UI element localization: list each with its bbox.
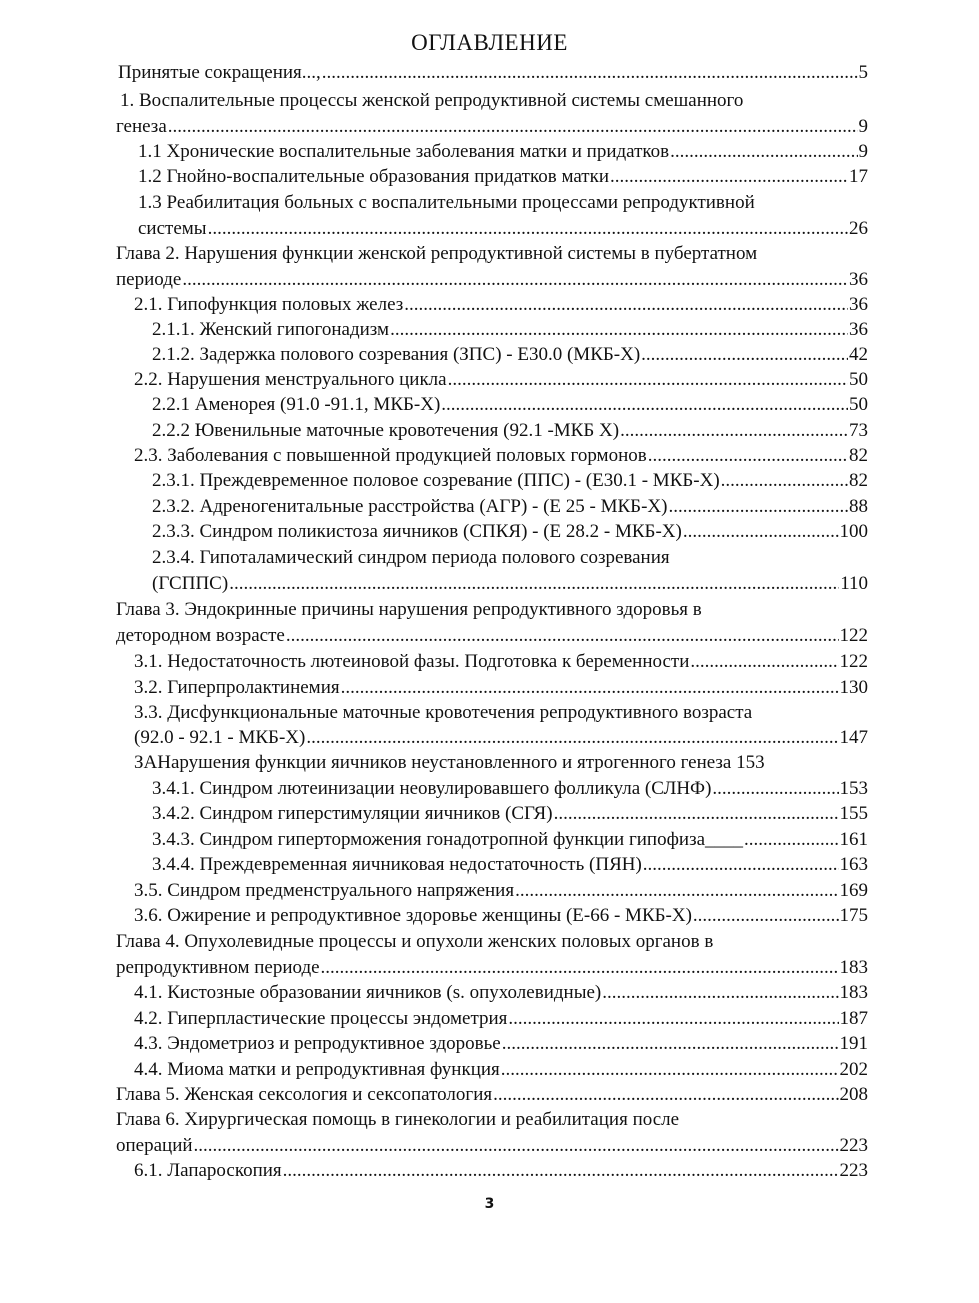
toc-leader-dots (683, 519, 839, 544)
toc-page-number: 183 (839, 957, 868, 978)
toc-entry-line (138, 164, 868, 189)
toc-entry-line (152, 392, 868, 417)
toc-leader-dots (229, 571, 839, 596)
toc-entry-line (152, 827, 868, 852)
toc-entry-continuation: репродуктивном периоде (116, 957, 320, 978)
toc-entry-line (134, 1057, 868, 1082)
toc-leader-dots (182, 267, 848, 292)
toc-leader-dots (712, 776, 838, 801)
toc-entry-title: 2.3.2. Адреногенитальные расстройства (АГР) - (Е 25 - МКБ-Х) (152, 496, 668, 517)
page-number: 3 (484, 1196, 495, 1212)
toc-leader-dots (508, 1006, 838, 1031)
toc-entry-title: Принятые сокращения..., (118, 62, 321, 83)
toc-entry-title: 1.1 Хронические воспалительные заболевания матки и придатков (138, 141, 670, 162)
toc-entry-title: 4.1. Кистозные образовании яичников (s. опухолевидные) (134, 982, 602, 1003)
toc-leader-dots (404, 292, 848, 317)
toc-page-number: 42 (849, 344, 868, 365)
toc-page-number: 208 (839, 1084, 868, 1105)
toc-entry-title: 3.4.1. Синдром лютеинизации неовулировавшего фолликула (СЛНФ) (152, 778, 712, 799)
toc-entry-line (116, 955, 868, 980)
toc-page-number: 5 (858, 62, 868, 83)
toc-page-number: 130 (839, 677, 868, 698)
toc-entry-title: 2.3. Заболевания с повышенной продукцией половых гормонов (134, 445, 647, 466)
toc-entry-continuation: операций (116, 1135, 193, 1156)
toc-entry-title: Глава 5. Женская сексология и сексопатология (116, 1084, 493, 1105)
toc-entry-title: 2.3.4. Гипоталамический синдром периода полового созревания (152, 547, 670, 568)
toc-entry-line (152, 776, 868, 801)
toc-leader-dots (721, 468, 848, 493)
toc-page-number: 17 (849, 166, 868, 187)
toc-entry-title: Глава 6. Хирургическая помощь в гинекологии и реабилитация после (116, 1109, 680, 1130)
toc-leader-dots (670, 139, 857, 164)
toc-entry-line (116, 267, 868, 292)
toc-entry-continuation: периоде (116, 269, 182, 290)
toc-entry-title: 2.2. Нарушения менструального цикла (134, 369, 447, 390)
toc-entry-line (134, 1031, 868, 1056)
toc-leader-dots (643, 852, 839, 877)
toc-leader-dots (641, 342, 848, 367)
toc-entry-line (134, 878, 868, 903)
toc-page-number: 122 (839, 625, 868, 646)
toc-entry-title: 3.2. Гиперпролактинемия (134, 677, 340, 698)
toc-entry-title: 2.2.2 Ювенильные маточные кровотечения (92.1 -МКБ Х) (152, 420, 620, 441)
toc-entry-continuation: генеза (116, 116, 167, 137)
toc-page-number: 163 (839, 854, 868, 875)
toc-leader-dots (448, 367, 848, 392)
toc-entry-line (138, 139, 868, 164)
toc-entry-title: 2.3.3. Синдром поликистоза яичников (СПКЯ) - (Е 28.2 - МКБ-Х) (152, 521, 682, 542)
toc-leader-dots (322, 60, 858, 85)
toc-entry-continuation: системы (138, 218, 207, 239)
toc-page-number: 82 (849, 445, 868, 466)
toc-entry-continuation: (ГСППС) (152, 573, 229, 594)
toc-leader-dots (602, 980, 838, 1005)
toc-entry-line (134, 1006, 868, 1031)
toc-leader-dots (693, 903, 839, 928)
toc-leader-dots (283, 1158, 839, 1183)
toc-entry-line (152, 519, 868, 544)
toc-page-number: 183 (839, 982, 868, 1003)
toc-entry-title: 2.3.1. Преждевременное половое созревание (ППС) - (Е30.1 - МКБ-Х) (152, 470, 720, 491)
toc-page-number: 50 (849, 369, 868, 390)
toc-entry-line (152, 317, 868, 342)
toc-page-number: 50 (849, 394, 868, 415)
toc-entry-line (116, 1133, 868, 1158)
toc-page-number: 161 (839, 829, 868, 850)
toc-page-number: 73 (849, 420, 868, 441)
toc-page-number: 88 (849, 496, 868, 517)
toc-leader-dots (515, 878, 838, 903)
toc-page-number: 9 (858, 116, 868, 137)
toc-entry-continuation: детородном возрасте (116, 625, 285, 646)
toc-entry-title: 1.3 Реабилитация больных с воспалительными процессами репродуктивной (138, 192, 755, 213)
toc-page-number: 223 (839, 1160, 868, 1181)
toc-entry-title: 1. Воспалительные процессы женской репродуктивной системы смешанного (120, 90, 744, 111)
toc-entry-line (116, 623, 868, 648)
toc-page-number: 187 (839, 1008, 868, 1029)
toc-page-number: 155 (839, 803, 868, 824)
toc-entry-line (134, 675, 868, 700)
toc-leader-dots (321, 955, 839, 980)
toc-leader-dots (501, 1057, 839, 1082)
toc-entry-title: 4.2. Гиперпластические процессы эндометрия (134, 1008, 508, 1029)
toc-leader-dots (208, 216, 848, 241)
toc-entry-line (118, 60, 868, 85)
toc-entry-line (134, 903, 868, 928)
toc-leader-dots (493, 1082, 838, 1107)
toc-entry-line (134, 1158, 868, 1183)
toc-leader-dots (286, 623, 839, 648)
toc-entry-title: 3.3. Дисфункциональные маточные кровотечения репродуктивного возраста (134, 702, 753, 723)
toc-entry-line (152, 852, 868, 877)
toc-page-number: 147 (839, 727, 868, 748)
toc-entry-title: 6.1. Лапароскопия (134, 1160, 282, 1181)
toc-leader-dots (620, 418, 848, 443)
toc-page-number: 169 (839, 880, 868, 901)
toc-page-number: 82 (849, 470, 868, 491)
toc-entry-line (152, 494, 868, 519)
toc-entry-line (152, 342, 868, 367)
toc-entry-line (152, 571, 868, 596)
toc-leader-dots (194, 1133, 839, 1158)
toc-entry-title: 2.2.1 Аменорея (91.0 -91.1, МКБ-Х) (152, 394, 441, 415)
toc-leader-dots (306, 725, 838, 750)
toc-leader-dots (390, 317, 848, 342)
toc-leader-dots (502, 1031, 839, 1056)
toc-page-number: 223 (839, 1135, 868, 1156)
toc-entry-line (134, 725, 868, 750)
toc-entry-title: ЗАНарушения функции яичников неустановленного и ятрогенного генеза 153 (134, 752, 765, 773)
toc-entry-title: 1.2 Гнойно-воспалительные образования придатков матки (138, 166, 610, 187)
toc-page-number: 122 (839, 651, 868, 672)
toc-page-number: 36 (849, 294, 868, 315)
toc-entry-title: Глава 3. Эндокринные причины нарушения репродуктивного здоровья в (116, 599, 702, 620)
toc-entry-title: 3.4.2. Синдром гиперстимуляции яичников (СГЯ) (152, 803, 553, 824)
toc-entry-title: 2.1.2. Задержка полового созревания (ЗПС) - Е30.0 (МКБ-Х) (152, 344, 641, 365)
toc-entry-line (138, 216, 868, 241)
toc-leader-dots (341, 675, 839, 700)
toc-entry-line (152, 418, 868, 443)
toc-entry-line (116, 1082, 868, 1107)
toc-page-number: 100 (839, 521, 868, 542)
toc-entry-line (134, 649, 868, 674)
toc-page-number: 36 (849, 319, 868, 340)
toc-leader-dots (441, 392, 848, 417)
toc-page-number: 36 (849, 269, 868, 290)
toc-entry-title: Глава 2. Нарушения функции женской репродуктивной системы в пубертатном (116, 243, 758, 264)
toc-entry-title: 3.5. Синдром предменструального напряжения (134, 880, 515, 901)
toc-leader-dots (610, 164, 848, 189)
toc-entry-line (134, 292, 868, 317)
toc-leader-dots (554, 801, 839, 826)
toc-page-number: 175 (839, 905, 868, 926)
toc-entry-line (152, 468, 868, 493)
toc-leader-dots (690, 649, 838, 674)
toc-leader-dots (648, 443, 848, 468)
toc-entry-title: 2.1.1. Женский гипогонадизм (152, 319, 390, 340)
toc-page-number: 202 (839, 1059, 868, 1080)
toc-page-number: 9 (858, 141, 868, 162)
page-title: ОГЛАВЛЕНИЕ (411, 30, 568, 55)
toc-leader-dots (168, 114, 858, 139)
toc-entry-continuation: (92.0 - 92.1 - МКБ-Х) (134, 727, 306, 748)
toc-entry-line (134, 980, 868, 1005)
toc-page-number: 153 (839, 778, 868, 799)
toc-page-number: 110 (840, 573, 868, 594)
toc-entry-title: 3.4.4. Преждевременная яичниковая недостаточность (ПЯН) (152, 854, 642, 875)
toc-entry-title: 3.4.3. Синдром гиперторможения гонадотропной функции гипофиза____ (152, 829, 744, 850)
toc-entry-title: 2.1. Гипофункция половых желез (134, 294, 404, 315)
toc-leader-dots (744, 827, 838, 852)
toc-entry-title: 3.1. Недостаточность лютеиновой фазы. Подготовка к беременности (134, 651, 690, 672)
toc-entry-title: 4.3. Эндометриоз и репродуктивное здоровье (134, 1033, 501, 1054)
toc-leader-dots (668, 494, 848, 519)
toc-entry-line (134, 443, 868, 468)
toc-entry-title: 3.6. Ожирение и репродуктивное здоровье женщины (Е-66 - МКБ-Х) (134, 905, 692, 926)
toc-page-number: 26 (849, 218, 868, 239)
toc-entry-line (134, 367, 868, 392)
toc-entry-line (152, 801, 868, 826)
toc-entry-title: Глава 4. Опухолевидные процессы и опухоли женских половых органов в (116, 931, 714, 952)
toc-page-number: 191 (839, 1033, 868, 1054)
toc-entry-title: 4.4. Миома матки и репродуктивная функция (134, 1059, 500, 1080)
toc-entry-line (116, 114, 868, 139)
